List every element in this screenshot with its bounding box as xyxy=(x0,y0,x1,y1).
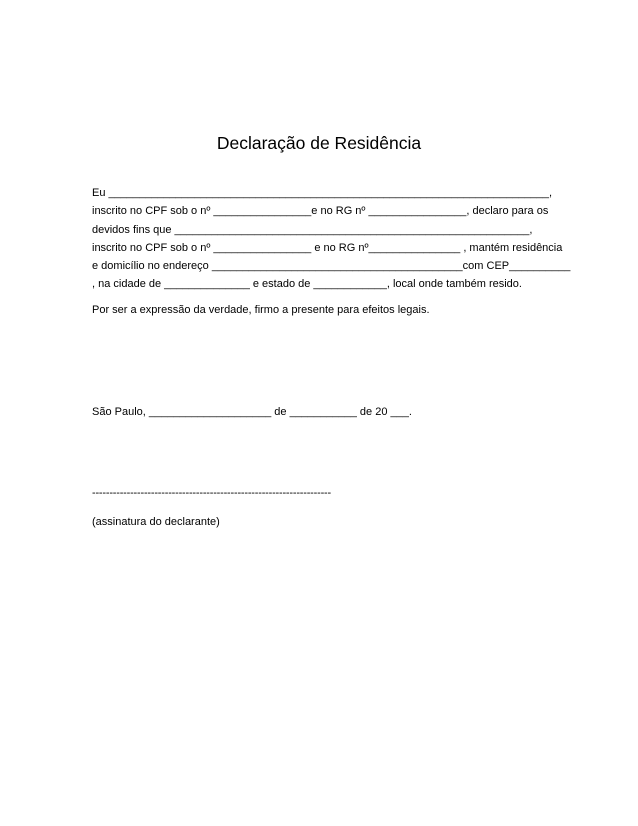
place-date-line: São Paulo, ____________________ de ___________ de 20 ___. xyxy=(92,406,412,418)
truth-statement: Por ser a expressão da verdade, firmo a presente para efeitos legais. xyxy=(92,304,430,316)
document-title: Declaração de Residência xyxy=(216,133,422,153)
paragraph-line: , na cidade de ______________ e estado de ____________, local onde também resido. xyxy=(92,278,522,291)
paragraph-line: devidos fins que __________________________________________________________, xyxy=(92,223,533,236)
paragraph-line: e domicílio no endereço _________________________________________com CEP__________ xyxy=(92,260,571,273)
paragraph-line: Eu ________________________________________________________________________, xyxy=(92,187,553,199)
paragraph-line: inscrito no CPF sob o nº ________________ e no RG nº_______________ , mantém residência xyxy=(92,241,563,254)
signature-line: --------------------------------------------------------------------- xyxy=(92,487,331,499)
declaration-paragraph xyxy=(92,184,571,294)
signature-label: (assinatura do declarante) xyxy=(92,516,220,528)
paragraph-line: inscrito no CPF sob o nº ________________e no RG nº ________________, declaro para os xyxy=(92,205,549,218)
